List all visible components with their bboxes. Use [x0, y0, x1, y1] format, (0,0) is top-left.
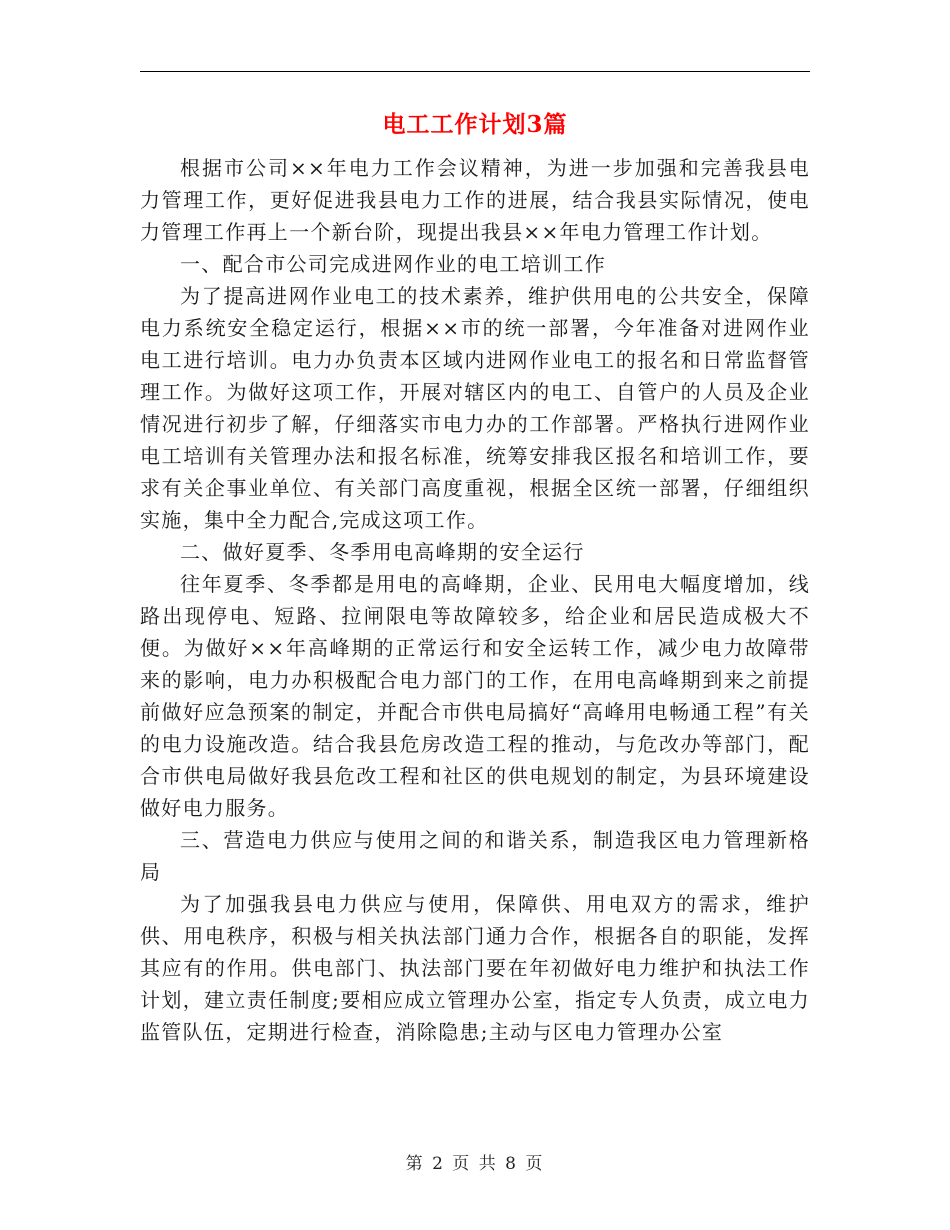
- section-paragraph-3: 为了加强我县电力供应与使用，保障供、用电双方的需求，维护供、用电秩序，积极与相关执法部门通力合作，根据各自的职能，发挥其应有的作用。供电部门、执法部门要在年初做好电力维护和执法工作计划，建立责任制度;要相应成立管理办公室，指定专人负责，成立电力监管队伍，定期进行检查，消除隐患;主动与区电力管理办公室: [140, 892, 810, 1044]
- section-paragraph-2: 往年夏季、冬季都是用电的高峰期，企业、民用电大幅度增加，线路出现停电、短路、拉闸限电等故障较多，给企业和居民造成极大不便。为做好××年高峰期的正常运行和安全运转工作，减少电力故障带来的影响，电力办积极配合电力部门的工作，在用电高峰期到来之前提前做好应急预案的制定，并配合市供电局搞好“高峰用电畅通工程”有关的电力设施改造。结合我县危房改造工程的推动，与危改办等部门，配合市供电局做好我县危改工程和社区的供电规划的制定，为县环境建设做好电力服务。: [140, 572, 810, 820]
- section-heading-1: 一、配合市公司完成进网作业的电工培训工作: [180, 252, 606, 276]
- document-body: [140, 152, 810, 1048]
- header-rule: [140, 71, 810, 72]
- page-number-footer: 第 2 页 共 8 页: [405, 1154, 545, 1174]
- section-heading-2: 二、做好夏季、冬季用电高峰期的安全运行: [180, 540, 585, 564]
- intro-paragraph: 根据市公司××年电力工作会议精神，为进一步加强和完善我县电力管理工作，更好促进我县电力工作的进展，结合我县实际情况，使电力管理工作再上一个新台阶，现提出我县××年电力管理工作计划。: [140, 156, 810, 244]
- section-paragraph-1: 为了提高进网作业电工的技术素养，维护供用电的公共安全，保障电力系统安全稳定运行，根据××市的统一部署，今年准备对进网作业电工进行培训。电力办负责本区域内进网作业电工的报名和日常监督管理工作。为做好这项工作，开展对辖区内的电工、自管户的人员及企业情况进行初步了解，仔细落实市电力办的工作部署。严格执行进网作业电工培训有关管理办法和报名标准，统筹安排我区报名和培训工作，要求有关企事业单位、有关部门高度重视，根据全区统一部署，仔细组织实施，集中全力配合,完成这项工作。: [140, 284, 810, 532]
- section-heading-3: 三、营造电力供应与使用之间的和谐关系，制造我区电力管理新格局: [140, 828, 810, 884]
- document-title: 电工工作计划3篇: [382, 111, 568, 138]
